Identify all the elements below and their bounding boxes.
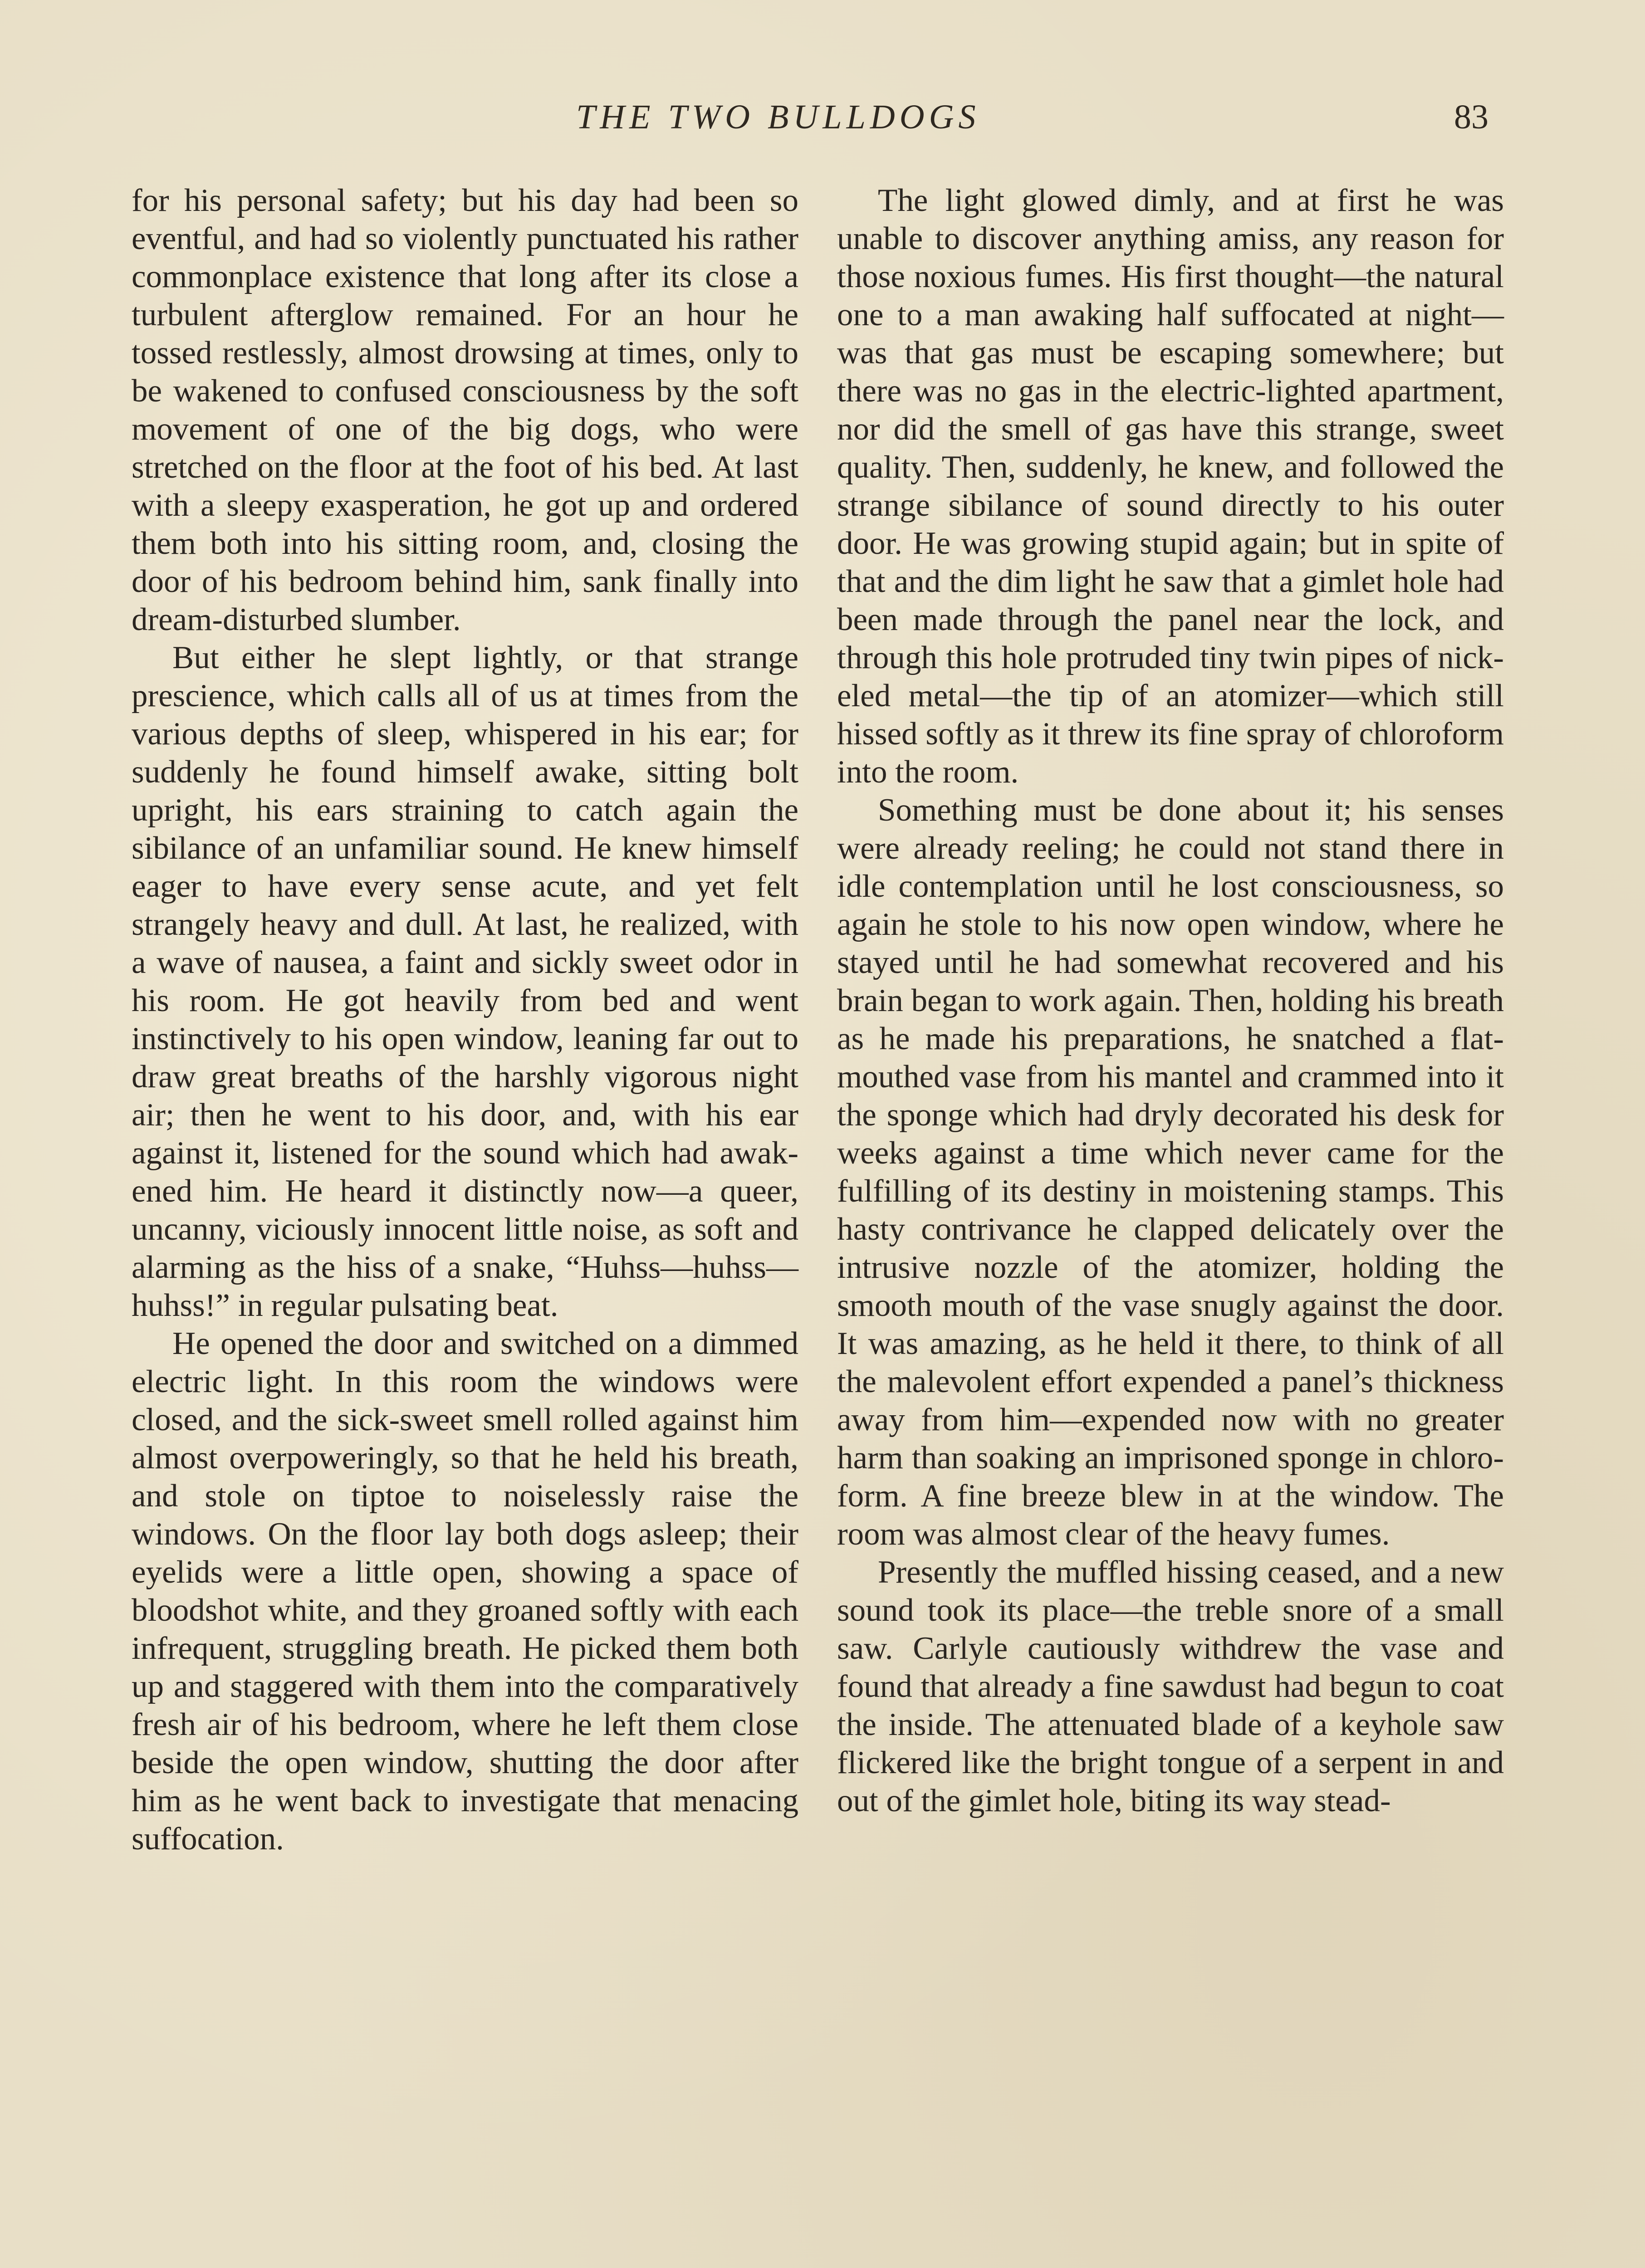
paragraph: But either he slept lightly, or that strange prescience, which calls all of us at times from the various depths of sleep, whispered in his ear; for suddenly he found himself awake, sitting bolt upright, his ears straining to catch again the sibilance of an unfamiliar sound. He knew himself eager to have every sense acute, and yet felt strangely heavy and dull. At last, he realized, with a wave of nausea, a faint and sickly sweet odor in his room. He got heavily from bed and went instinctively to his open window, leaning far out to draw great breaths of the harshly vigorous night air; then he went to his door, and, with his ear against it, listened for the sound which had awakened him. He heard it distinctly now—a queer, uncanny, viciously innocent little noise, as soft and alarming as the hiss of a snake, “Huhss—huhss—huhss!” in regular pulsating beat. [132,640,798,1323]
page-number: 83 [1454,98,1488,136]
paragraph: Something must be done about it; his senses were already reeling; he could not stand there in idle contemplation until he lost consciousness, so again he stole to his now open window, where he stayed until he had somewhat recovered and his brain began to work again. Then, holding his breath as he made his preparations, he snatched a flat-mouthed vase from his mantel and crammed into it the sponge which had dryly decorated his desk for weeks against a time which never came for the fulfilling of its destiny in moistening stamps. This hasty contrivance he clapped delicately over the intrusive nozzle of the atomizer, holding the smooth mouth of the vase snugly against the door. It was amazing, as he held it there, to think of all the malevolent effort expended a panel’s thickness away from him—expended now with no greater harm than soaking an imprisoned sponge in chloroform. A fine breeze blew in at the window. The room was almost clear of the heavy fumes. [837,792,1504,1552]
left-column [132,181,798,1858]
running-title: THE TWO BULLDOGS [576,98,980,136]
paragraph: The light glowed dimly, and at first he was unable to discover anything amiss, any reason for those noxious fumes. His first thought—the natural one to a man awaking half suffocated at night—was that gas must be escaping somewhere; but there was no gas in the electric-lighted apartment, nor did the smell of gas have this strange, sweet quality. Then, suddenly, he knew, and followed the strange sibilance of sound directly to his outer door. He was growing stupid again; but in spite of that and the dim light he saw that a gimlet hole had been made through the panel near the lock, and through this hole protruded tiny twin pipes of nickeled metal—the tip of an atomizer—which still hissed softly as it threw its fine spray of chloroform into the room. [837,183,1504,790]
right-column [837,181,1504,1820]
paragraph: Presently the muffled hissing ceased, and a new sound took its place—the treble snore of a small saw. Carlyle cautiously withdrew the vase and found that already a fine sawdust had begun to coat the inside. The attenuated blade of a keyhole saw flickered like the bright tongue of a serpent in and out of the gimlet hole, biting its way stead- [837,1554,1504,1818]
page-header [0,98,1645,147]
paragraph: for his personal safety; but his day had been so eventful, and had so violently punctuated his rather commonplace existence that long after its close a turbulent afterglow remained. For an hour he tossed restlessly, almost drowsing at times, only to be wakened to confused consciousness by the soft movement of one of the big dogs, who were stretched on the floor at the foot of his bed. At last with a sleepy exasperation, he got up and ordered them both into his sitting room, and, closing the door of his bedroom behind him, sank finally into dream-disturbed slumber. [132,183,798,637]
paragraph: He opened the door and switched on a dimmed electric light. In this room the windows were closed, and the sick-sweet smell rolled against him almost overpoweringly, so that he held his breath, and stole on tiptoe to noiselessly raise the windows. On the floor lay both dogs asleep; their eyelids were a little open, showing a space of bloodshot white, and they groaned softly with each infrequent, struggling breath. He picked them both up and staggered with them into the comparatively fresh air of his bedroom, where he left them close beside the open window, shutting the door after him as he went back to investigate that menacing suffocation. [132,1326,798,1857]
